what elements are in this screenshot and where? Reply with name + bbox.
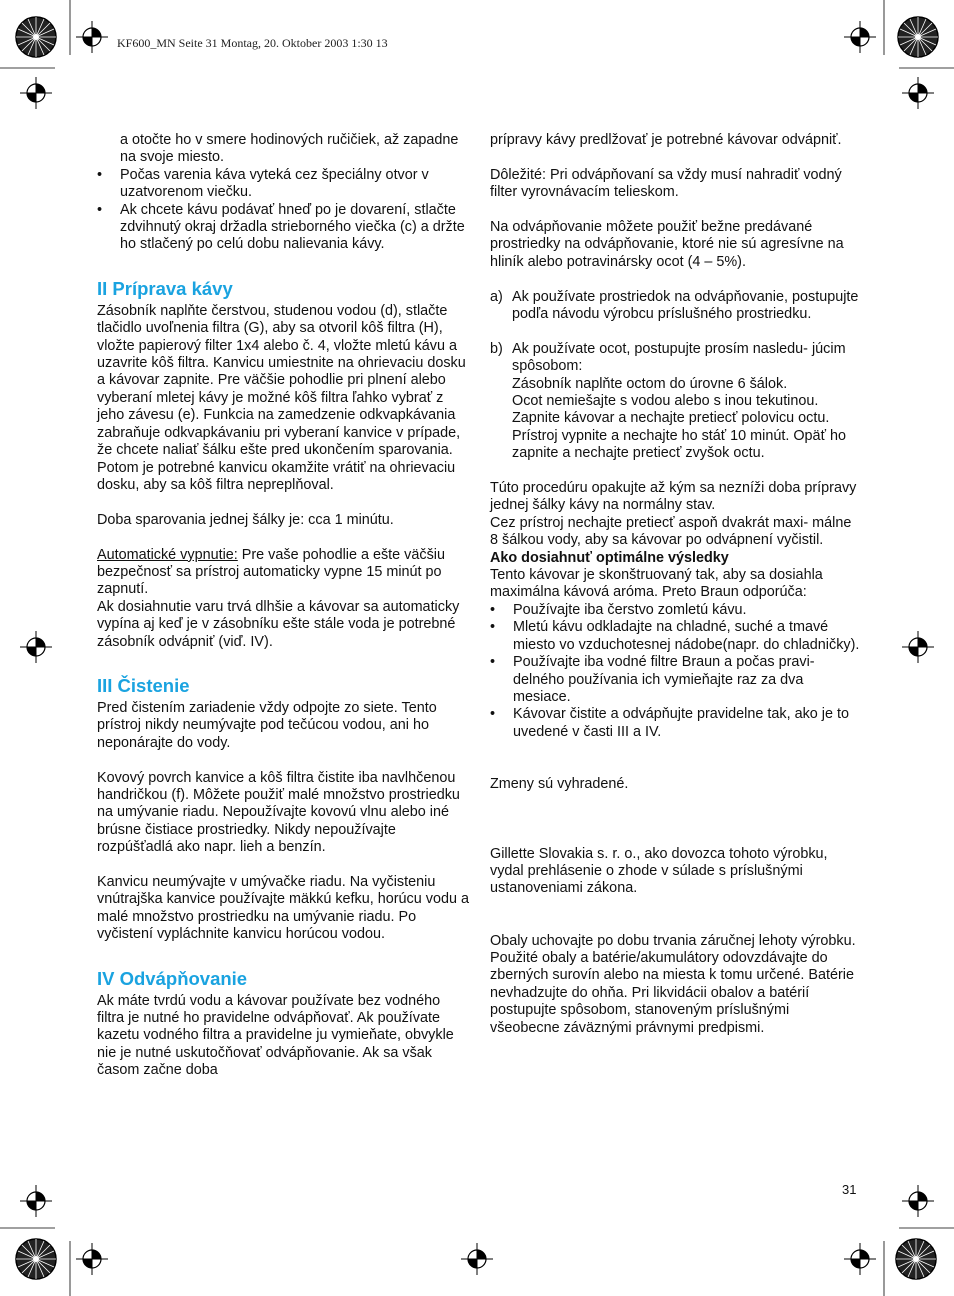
list-item: • Kávovar čistite a odvápňujte pravidelne tak, ako je to uvedené v časti III a IV.	[490, 706, 862, 741]
paragraph: Doba sparovania jednej šálky je: cca 1 minútu.	[97, 511, 394, 528]
item-text: Ak používate prostriedok na odvápňovanie, postupujte podľa návodu výrobcu príslušného prostriedku.	[512, 288, 859, 323]
paragraph: Dôležité: Pri odvápňovaní sa vždy musí nahradiť vodný filter vyrovnávacím telieskom.	[490, 166, 842, 201]
item-label: a)	[490, 288, 503, 305]
intro-bullet-list	[97, 167, 469, 254]
conformity-note: Gillette Slovakia s. r. o., ako dovozca tohoto výrobku, vydal prehlásenie o zhode v súlade s príslušnými ustanoveniami zákona.	[490, 845, 828, 897]
optimal-results-list	[490, 602, 862, 741]
item-text: Zásobník naplňte octom do úrovne 6 šálok.	[512, 375, 788, 392]
paragraph: Ak máte tvrdú vodu a kávovar používate bez vodného filtra je nutné ho pravidelne odvápňovať. Ak používate kazetu vodného filtra a pravidelne ju vymieňate, obvykle nie je nutné uskutočňovať odvápňovanie. Ak sa však časom začne doba	[97, 992, 454, 1079]
list-item-b	[490, 341, 862, 463]
list-item: • Používajte iba vodné filtre Braun a počas pravi- delného používania ich vymieňajte raz za dva mesiace.	[490, 654, 862, 706]
section-heading-priprava: II Príprava kávy	[97, 277, 233, 299]
auto-off-text: Pre vaše pohodlie a ešte väčšiu bezpečnosť sa prístroj automaticky vypne 15 minút po zapnutí.	[97, 546, 445, 598]
print-header: KF600_MN Seite 31 Montag, 20. Oktober 2003 1:30 13	[117, 36, 388, 50]
item-text: Zapnite kávovar a nechajte pretiecť polovicu octu.	[512, 410, 830, 427]
paragraph: Túto procedúru opakujte až kým sa nezníži doba prípravy jednej šálky kávy na normálny stav.	[490, 480, 857, 514]
intro-continuation: a otočte ho v smere hodinových ručičiek, až zapadne na svoje miesto.	[120, 132, 459, 166]
list-item: • Mletú kávu odkladajte na chladné, suché a tmavé miesto vo vzduchotesnej nádobe(napr. do chladničky).	[490, 619, 862, 654]
section-heading-cistenie: III Čistenie	[97, 674, 190, 696]
right-column	[490, 132, 862, 1037]
auto-off-paragraph	[97, 547, 469, 599]
paragraph: Kovový povrch kanvice a kôš filtra čistite iba navlhčenou handričkou (f). Môžete použiť malé množstvo prostriedku na umývanie riadu. Nepoužívajte kovovú vlnu alebo iné brúsne čistiace prostriedky. Nikdy nepoužívajte rozpúšťadlá ako napr. lieh a benzín.	[97, 769, 460, 856]
paragraph: Tento kávovar je skonštruovaný tak, aby sa dosiahla maximálna kávová aróma. Preto Braun odporúča:	[490, 567, 823, 601]
section-heading-odvapnovanie: IV Odvápňovanie	[97, 967, 248, 989]
paragraph: Na odvápňovanie môžete použiť bežne predávané prostriedky na odvápňovanie, ktoré nie sú agresívne na hliník alebo potravinársky ocot (4 – 5%).	[490, 219, 844, 270]
changes-note: Zmeny sú vyhradené.	[490, 775, 629, 792]
paragraph: Ak dosiahnutie varu trvá dlhšie a kávovar sa automaticky vypína aj keď je v zásobníku ešte stále voda je potrebné zásobník odvápniť (viď. IV).	[97, 598, 460, 650]
auto-off-label: Automatické vypnutie:	[97, 546, 238, 563]
packaging-note: Obaly uchovajte po dobu trvania záručnej lehoty výrobku.	[490, 932, 856, 949]
list-item: • Ak chcete kávu podávať hneď po je dovarení, stlačte zdvihnutý okraj držadla strieborného viečka (c) a držte ho stlačený po celú dobu nalievania kávy.	[97, 202, 469, 254]
item-label: b)	[490, 340, 503, 357]
left-column	[97, 132, 469, 1080]
disposal-note: Použité obaly a batérie/akumulátory odovzdávajte do zberných surovín alebo na miesta k tomu určené. Batérie nevhadzujte do ohňa. Pri likvidácii obalov a batérií postupujte spôsobom, stanoveným príslušnými všeobecne záväznými právnymi predpismi.	[490, 949, 854, 1036]
optimal-results-heading: Ako dosiahnuť optimálne výsledky	[490, 549, 729, 566]
page-number: 31	[842, 1182, 857, 1197]
list-item-a	[490, 289, 862, 324]
paragraph: Cez prístroj nechajte pretiecť aspoň dvakrát maxi- málne 8 šálkou vody, aby sa kávovar po odvápnení vyčistil.	[490, 514, 852, 549]
list-item: • Používajte iba čerstvo zomletú kávu.	[490, 602, 862, 619]
list-item: • Počas varenia káva vyteká cez špeciálny otvor v uzatvorenom viečku.	[97, 167, 469, 202]
item-text: Ak používate ocot, postupujte prosím nasledu- júcim spôsobom:	[512, 340, 846, 375]
item-text: Ocot nemiešajte s vodou alebo s inou tekutinou.	[512, 393, 819, 410]
paragraph: prípravy kávy predlžovať je potrebné kávovar odvápniť.	[490, 132, 842, 148]
item-text: Prístroj vypnite a nechajte ho stáť 10 minút. Opäť ho zapnite a nechajte pretiecť zvyšok octu.	[512, 427, 846, 462]
paragraph: Zásobník naplňte čerstvou, studenou vodou (d), stlačte tlačidlo uvoľnenia filtra (G), aby sa otvoril kôš filtra (H), vložte papierový filter 1x4 alebo č. 4, vložte mletú kávu a uzavrite kôš filtra. Kanvicu umiestnite na ohrievaciu dosku a kávovar zapnite. Pre väčšie pohodlie pri plnení alebo vyberaní mletej kávy je možné kôš filtra ľahko vybrať z jeho závesu (e). Funkcia na zamedzenie odkvapkávania zabraňuje odkvapkávaniu pri vyberaní kanvice v prípade, že chcete naliať šálku ešte pred ukončením sparovania. Potom je potrebné kanvicu okamžite vrátiť na ohrievaciu dosku, aby sa kôš filtra nepreplňoval.	[97, 302, 466, 493]
paragraph: Kanvicu neumývajte v umývačke riadu. Na vyčisteniu vnútrajška kanvice používajte mäkkú kefku, horúcu vodu a malé množstvo prostriedku na umývanie riadu. Po vyčistení vypláchnite kanvicu horúcou vodou.	[97, 873, 469, 943]
paragraph: Pred čistením zariadenie vždy odpojte zo siete. Tento prístroj nikdy neumývajte pod tečúcou vodou, ani ho neponárajte do vody.	[97, 699, 437, 751]
